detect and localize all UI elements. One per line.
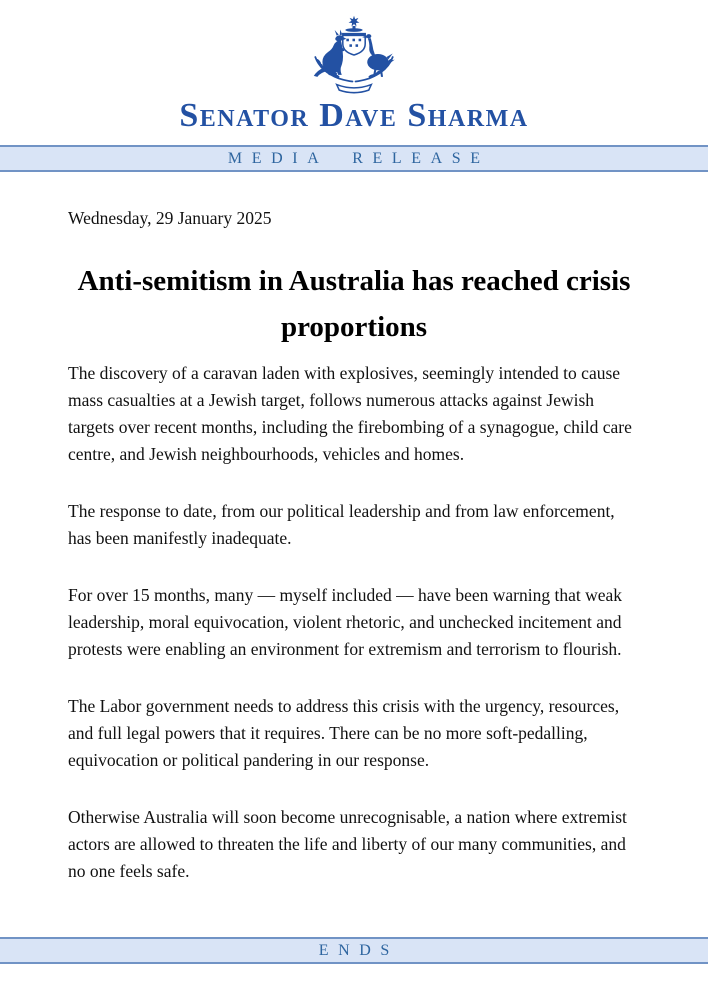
body-paragraph: The discovery of a caravan laden with explosives, seemingly intended to cause mass casualties at a Jewish target, follows numerous attacks against Jewish targets over recent months, including the firebombing of a synagogue, child care centre, and Jewish neighbourhoods, vehicles and homes. — [68, 363, 632, 464]
body-paragraph: For over 15 months, many — myself included — have been warning that weak leadership, moral equivocation, violent rhetoric, and unchecked incitement and protests were enabling an environment for extremism and terrorism to flourish. — [68, 585, 623, 659]
media-release-banner — [0, 145, 708, 172]
body-paragraph: The Labor government needs to address this crisis with the urgency, resources, and full legal powers that it requires. There can be no more soft-pedalling, equivocation or political pandering in our response. — [68, 696, 620, 770]
document-body — [0, 205, 708, 885]
release-date: Wednesday, 29 January 2025 — [68, 208, 272, 228]
body-paragraph: The response to date, from our political leadership and from law enforcement, has been manifestly inadequate. — [68, 501, 615, 548]
media-release-label: MEDIA RELEASE — [227, 149, 490, 167]
body-paragraph: Otherwise Australia will soon become unrecognisable, a nation where extremist actors are allowed to threaten the life and liberty of our many communities, and no one feels safe. — [68, 807, 627, 881]
page-title: Anti-semitism in Australia has reached crisis proportions — [77, 265, 631, 343]
australian-coat-of-arms-icon — [298, 14, 410, 96]
senator-name: Senator Dave Sharma — [179, 97, 529, 134]
ends-banner — [0, 937, 708, 964]
ends-label: ENDS — [318, 941, 399, 959]
